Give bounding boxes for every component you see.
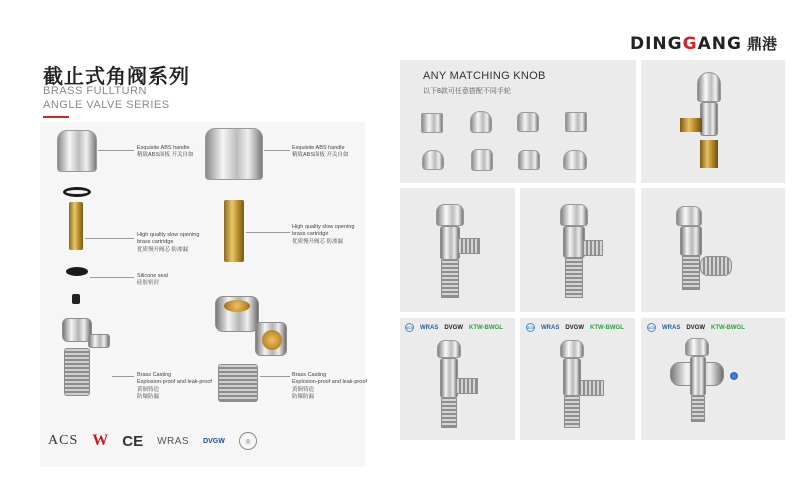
certification-logos (48, 432, 257, 450)
valve-inlet-thread (565, 258, 583, 298)
valve-handle (676, 206, 702, 226)
valve-outlet-thread (458, 238, 480, 254)
knob-option-6 (471, 149, 493, 171)
leader-line (260, 376, 290, 377)
valve-thread-large (218, 364, 258, 402)
knob-option-3 (517, 112, 539, 132)
knob-title: ANY MATCHING KNOB (423, 70, 546, 82)
ul-icon: ◎ (239, 432, 257, 450)
valve-body (680, 226, 702, 256)
leader-line (112, 376, 134, 377)
knob-option-5 (422, 150, 444, 170)
blue-indicator-icon (730, 372, 738, 380)
knob-option-1 (421, 113, 443, 133)
brass-outlet (680, 118, 702, 132)
annotation-casting-left: Brass Casting Explosion-proof and leak-proof 黄铜铸造 防爆防漏 (137, 372, 212, 401)
valve-outlet-small (88, 334, 110, 348)
silicone-seal (66, 267, 88, 276)
leader-line (85, 238, 134, 239)
brand-name: DINGGANG (630, 33, 742, 54)
o-ring (63, 187, 91, 197)
ktw-badge: KTW-BWGL (590, 324, 624, 331)
ktw-badge: KTW-BWGL (469, 324, 503, 331)
product-tile-row2-3 (641, 188, 785, 312)
handle-cap-large (205, 128, 263, 180)
exploded-view-panel (40, 122, 365, 467)
annotation-seal: Silicone seal 硅胶密封 (137, 273, 168, 287)
wras-logo: WRAS (157, 435, 190, 447)
valve-inlet-thread (682, 256, 700, 290)
valve-handle (436, 204, 464, 226)
valve-body (563, 226, 585, 258)
outlet-brass-opening (262, 330, 282, 350)
annotation-casting-right: Brass Casting Explosion-proof and leak-proof 黄铜铸造 防爆防漏 (292, 372, 367, 401)
valve-inlet-thread (441, 260, 459, 298)
valve-body (690, 356, 706, 396)
brass-thread (700, 140, 718, 168)
valve-inlet-thread (441, 398, 457, 428)
brass-core-visible (224, 300, 250, 312)
handle-cap-small (57, 130, 97, 172)
acs-logo: ACS (48, 433, 79, 448)
wras-badge: WRAS (420, 324, 439, 331)
annotation-cartridge-right: High quality slow opening brass cartridge 优质慢开阀芯 防渗漏 (292, 224, 355, 245)
valve-handle (437, 340, 461, 358)
wras-badge: WRAS (541, 324, 560, 331)
wras-badge: WRAS (662, 324, 681, 331)
leader-line (246, 232, 290, 233)
leader-line (264, 150, 290, 151)
brand-logo (630, 33, 777, 54)
knob-option-2 (470, 111, 492, 133)
dvgw-badge: DVGW (686, 324, 706, 331)
valve-handle (560, 204, 588, 226)
annotation-cartridge-left: High quality slow opening brass cartridge 优质慢开阀芯 防渗漏 (137, 232, 200, 253)
cert-row-1 (405, 323, 503, 332)
valve-outlet-thread (580, 380, 604, 396)
knob-option-7 (518, 150, 540, 170)
valve-body (563, 358, 581, 396)
annotation-handle-right: Exquisite ABS handle 精致ABS面板 开关自如 (292, 145, 349, 159)
acs-badge: ACS (526, 323, 535, 332)
annotation-handle-left: Exquisite ABS handle 精致ABS面板 开关自如 (137, 145, 194, 159)
brand-name-cn: 鼎港 (746, 36, 777, 53)
title-accent-bar (43, 116, 69, 118)
knob-option-8 (563, 150, 587, 170)
acs-badge: ACS (405, 323, 414, 332)
valve-outlet-thread (583, 240, 603, 256)
valve-handle (685, 338, 709, 356)
section-title-cn: 截止式角阀系列 (43, 66, 190, 88)
dvgw-logo: DVGW (203, 437, 225, 445)
section-title-en-2: ANGLE VALVE SERIES (43, 99, 170, 111)
small-seal-part (72, 294, 80, 304)
dvgw-badge: DVGW (444, 324, 464, 331)
valve-outlet-thread (456, 378, 478, 394)
knob-option-4 (565, 112, 587, 132)
valve-handle (560, 340, 584, 358)
acs-badge: ACS (647, 323, 656, 332)
valve-thread-small (64, 348, 90, 396)
valve-inlet-thread (564, 396, 580, 428)
section-title-en-1: BRASS FULLTURN (43, 85, 147, 97)
ce-logo: CE (122, 432, 144, 450)
brass-cartridge-large (224, 200, 244, 262)
valve-outlet-thread (700, 256, 732, 276)
cert-row-3 (647, 323, 745, 332)
leader-line (90, 277, 134, 278)
watermark-logo: W (92, 432, 109, 449)
triangle-handle (697, 72, 721, 102)
brass-cartridge-small (69, 202, 83, 250)
valve-inlet-thread (691, 396, 705, 422)
valve-body (440, 226, 460, 260)
valve-body (700, 102, 718, 136)
leader-line (98, 150, 134, 151)
ktw-badge: KTW-BWGL (711, 324, 745, 331)
cert-row-2 (526, 323, 624, 332)
knob-subtitle: 以下8款可任意搭配不同手轮 (423, 88, 511, 95)
dvgw-badge: DVGW (565, 324, 585, 331)
